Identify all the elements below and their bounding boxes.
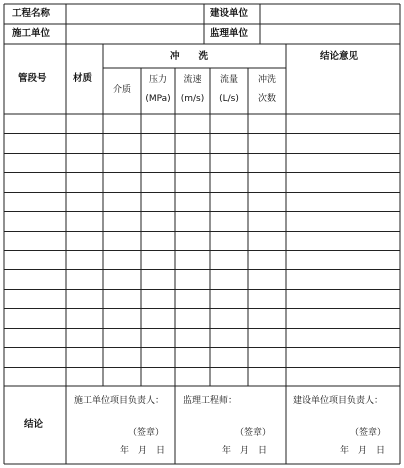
pipe-section-cell[interactable] — [5, 232, 65, 249]
conclusion-opinion-cell[interactable] — [287, 154, 399, 171]
construction-manager-label: 施工单位项目负责人： — [74, 396, 165, 406]
material-cell[interactable] — [67, 251, 102, 268]
medium-cell[interactable] — [104, 212, 140, 229]
flow-cell[interactable] — [211, 212, 247, 229]
material-cell[interactable] — [67, 368, 102, 385]
flow-cell[interactable] — [211, 193, 247, 210]
flush-times-cell[interactable] — [249, 173, 285, 190]
flush-times-cell[interactable] — [249, 348, 285, 365]
construction-date-label: 年 月 日 — [120, 446, 166, 456]
conclusion-opinion-cell[interactable] — [287, 348, 399, 365]
pipe-section-cell[interactable] — [5, 251, 65, 268]
material-cell[interactable] — [67, 193, 102, 210]
velocity-cell[interactable] — [176, 212, 209, 229]
material-cell[interactable] — [67, 212, 102, 229]
material-cell[interactable] — [67, 348, 102, 365]
velocity-cell[interactable] — [176, 348, 209, 365]
pipe-section-cell[interactable] — [5, 115, 65, 132]
flush-times-cell[interactable] — [249, 134, 285, 151]
flush-times-cell[interactable] — [249, 251, 285, 268]
pipe-section-cell[interactable] — [5, 193, 65, 210]
conclusion-opinion-cell[interactable] — [287, 193, 399, 210]
flow-cell[interactable] — [211, 232, 247, 249]
builder-manager-label: 建设单位项目负责人： — [293, 396, 384, 406]
builder-unit-label: 建设单位 — [210, 8, 249, 19]
conclusion-opinion-cell[interactable] — [287, 270, 399, 287]
pipe-section-cell[interactable] — [5, 348, 65, 365]
project-name-field[interactable] — [72, 8, 200, 20]
velocity-subheader: 流速 — [183, 75, 202, 85]
velocity-cell[interactable] — [176, 173, 209, 190]
flow-cell[interactable] — [211, 251, 247, 268]
pipe-section-cell[interactable] — [5, 173, 65, 190]
conclusion-opinion-cell[interactable] — [287, 251, 399, 268]
flush-times-cell[interactable] — [249, 193, 285, 210]
flow-cell[interactable] — [211, 309, 247, 326]
flush-times-cell[interactable] — [249, 115, 285, 132]
material-cell[interactable] — [67, 232, 102, 249]
pipe-section-cell[interactable] — [5, 329, 65, 346]
conclusion-opinion-cell[interactable] — [287, 290, 399, 307]
pipe-section-cell[interactable] — [5, 270, 65, 287]
supervision-seal-label: （签章） — [235, 428, 272, 438]
velocity-unit: (m/s) — [180, 94, 205, 104]
conclusion-opinion-cell[interactable] — [287, 173, 399, 190]
conclusion-opinion-cell[interactable] — [287, 232, 399, 249]
medium-cell[interactable] — [104, 115, 140, 132]
flush-times-cell[interactable] — [249, 290, 285, 307]
flush-group-header: 冲 洗 — [170, 51, 209, 62]
pipe-section-cell[interactable] — [5, 154, 65, 171]
velocity-cell[interactable] — [176, 232, 209, 249]
velocity-cell[interactable] — [176, 134, 209, 151]
velocity-cell[interactable] — [176, 368, 209, 385]
conclusion-opinion-header: 结论意见 — [320, 51, 359, 62]
material-cell[interactable] — [67, 270, 102, 287]
medium-cell[interactable] — [104, 134, 140, 151]
supervising-engineer-label: 监理工程师： — [183, 396, 238, 406]
pressure-cell[interactable] — [142, 290, 174, 307]
material-cell[interactable] — [67, 115, 102, 132]
velocity-cell[interactable] — [176, 251, 209, 268]
material-cell[interactable] — [67, 309, 102, 326]
medium-cell[interactable] — [104, 329, 140, 346]
medium-cell[interactable] — [104, 270, 140, 287]
supervision-date-label: 年 月 日 — [222, 446, 268, 456]
medium-cell[interactable] — [104, 368, 140, 385]
flush-times-subheader-2: 次数 — [257, 94, 276, 104]
flush-times-cell[interactable] — [249, 212, 285, 229]
flush-times-cell[interactable] — [249, 154, 285, 171]
pressure-cell[interactable] — [142, 212, 174, 229]
medium-cell[interactable] — [104, 173, 140, 190]
flush-times-cell[interactable] — [249, 232, 285, 249]
flow-cell[interactable] — [211, 348, 247, 365]
pressure-cell[interactable] — [142, 348, 174, 365]
pressure-unit: (MPa) — [145, 94, 171, 104]
supervision-unit-field[interactable] — [266, 28, 396, 40]
flush-times-cell[interactable] — [249, 309, 285, 326]
supervision-unit-label: 监理单位 — [210, 28, 249, 39]
medium-cell[interactable] — [104, 290, 140, 307]
pressure-cell[interactable] — [142, 309, 174, 326]
project-name-label: 工程名称 — [12, 8, 51, 19]
builder-seal-label: （签章） — [350, 428, 387, 438]
conclusion-opinion-cell[interactable] — [287, 329, 399, 346]
flow-unit: (L/s) — [219, 94, 239, 104]
pressure-cell[interactable] — [142, 232, 174, 249]
material-header: 材质 — [73, 73, 93, 84]
pressure-cell[interactable] — [142, 154, 174, 171]
conclusion-opinion-cell[interactable] — [287, 134, 399, 151]
flush-times-subheader: 冲洗 — [257, 75, 276, 85]
flow-cell[interactable] — [211, 154, 247, 171]
pressure-subheader: 压力 — [148, 75, 167, 85]
pipe-section-cell[interactable] — [5, 309, 65, 326]
pipe-section-cell[interactable] — [5, 368, 65, 385]
conclusion-label: 结论 — [24, 419, 44, 430]
pressure-cell[interactable] — [142, 329, 174, 346]
medium-cell[interactable] — [104, 251, 140, 268]
construction-unit-label: 施工单位 — [12, 28, 51, 39]
flush-times-cell[interactable] — [249, 368, 285, 385]
flow-cell[interactable] — [211, 368, 247, 385]
velocity-cell[interactable] — [176, 154, 209, 171]
builder-date-label: 年 月 日 — [340, 446, 386, 456]
velocity-cell[interactable] — [176, 290, 209, 307]
velocity-cell[interactable] — [176, 329, 209, 346]
velocity-cell[interactable] — [176, 115, 209, 132]
pipe-section-cell[interactable] — [5, 290, 65, 307]
medium-subheader: 介质 — [112, 85, 131, 95]
flow-cell[interactable] — [211, 329, 247, 346]
material-cell[interactable] — [67, 290, 102, 307]
medium-cell[interactable] — [104, 309, 140, 326]
conclusion-opinion-cell[interactable] — [287, 115, 399, 132]
pressure-cell[interactable] — [142, 368, 174, 385]
construction-unit-field[interactable] — [72, 28, 200, 40]
velocity-cell[interactable] — [176, 270, 209, 287]
flush-times-cell[interactable] — [249, 270, 285, 287]
material-cell[interactable] — [67, 173, 102, 190]
pressure-cell[interactable] — [142, 173, 174, 190]
pressure-cell[interactable] — [142, 251, 174, 268]
medium-cell[interactable] — [104, 348, 140, 365]
conclusion-opinion-cell[interactable] — [287, 212, 399, 229]
conclusion-opinion-cell[interactable] — [287, 309, 399, 326]
pressure-cell[interactable] — [142, 193, 174, 210]
medium-cell[interactable] — [104, 193, 140, 210]
flow-cell[interactable] — [211, 270, 247, 287]
flow-cell[interactable] — [211, 173, 247, 190]
builder-unit-field[interactable] — [266, 8, 396, 20]
velocity-cell[interactable] — [176, 193, 209, 210]
velocity-cell[interactable] — [176, 309, 209, 326]
pressure-cell[interactable] — [142, 270, 174, 287]
pressure-cell[interactable] — [142, 134, 174, 151]
pipe-section-cell[interactable] — [5, 134, 65, 151]
material-cell[interactable] — [67, 154, 102, 171]
pipe-section-header: 管段号 — [18, 73, 47, 84]
flow-cell[interactable] — [211, 134, 247, 151]
material-cell[interactable] — [67, 329, 102, 346]
flow-subheader: 流量 — [219, 75, 238, 85]
conclusion-opinion-cell[interactable] — [287, 368, 399, 385]
medium-cell[interactable] — [104, 232, 140, 249]
flush-times-cell[interactable] — [249, 329, 285, 346]
pressure-cell[interactable] — [142, 115, 174, 132]
construction-seal-label: （签章） — [128, 428, 165, 438]
material-cell[interactable] — [67, 134, 102, 151]
flow-cell[interactable] — [211, 115, 247, 132]
flow-cell[interactable] — [211, 290, 247, 307]
medium-cell[interactable] — [104, 154, 140, 171]
pipe-section-cell[interactable] — [5, 212, 65, 229]
